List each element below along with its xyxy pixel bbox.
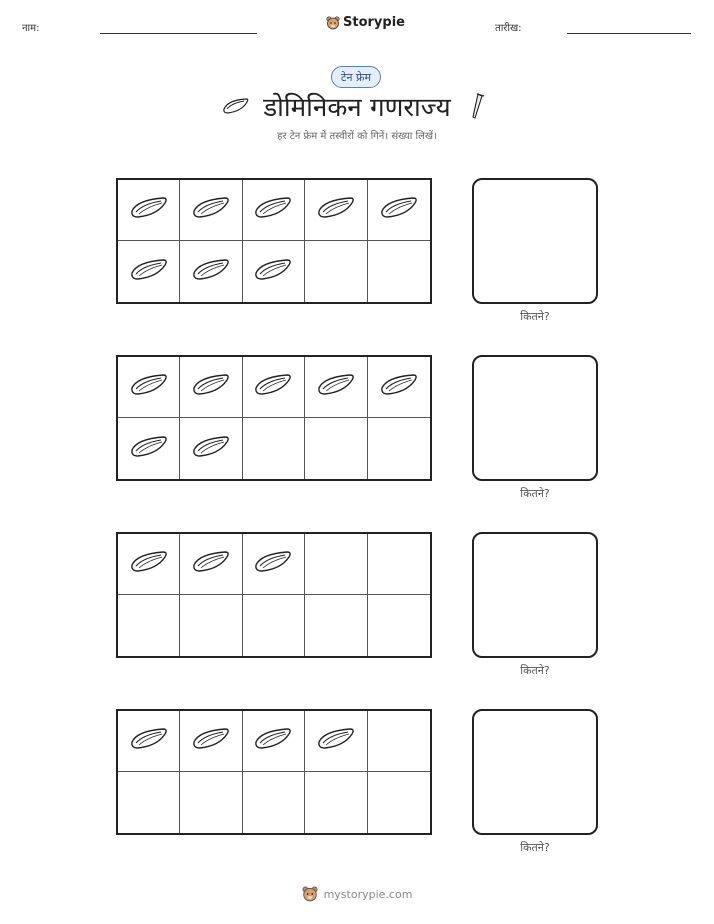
canoe-icon xyxy=(191,256,231,288)
footer xyxy=(0,886,714,902)
ten-frame xyxy=(116,178,432,304)
bear-icon xyxy=(326,16,340,30)
ten-frame-cell xyxy=(118,357,180,418)
ten-frame-cell xyxy=(368,711,430,772)
how-many-label: कितने? xyxy=(520,310,550,323)
ten-frame-cell xyxy=(180,772,242,833)
canoe-icon xyxy=(379,194,419,226)
ten-frame-cell xyxy=(368,180,430,241)
ten-frame-cell xyxy=(305,241,367,302)
ten-frame-cell xyxy=(305,418,367,479)
answer-box[interactable] xyxy=(472,178,598,304)
ten-frame-cell xyxy=(243,772,305,833)
ten-frame-cell xyxy=(180,595,242,656)
ten-frame-cell xyxy=(243,595,305,656)
canoe-icon xyxy=(316,725,356,757)
answer-box[interactable] xyxy=(472,532,598,658)
canoe-icon xyxy=(191,725,231,757)
ten-frame-cell xyxy=(180,534,242,595)
ten-frame-cell xyxy=(243,534,305,595)
ten-frame-cell xyxy=(180,418,242,479)
ten-frame-cell xyxy=(368,418,430,479)
canoe-icon xyxy=(129,256,169,288)
ten-frame-cell xyxy=(305,772,367,833)
ten-frame-cell xyxy=(368,595,430,656)
ten-frame-cell xyxy=(243,241,305,302)
how-many-label: कितने? xyxy=(520,487,550,500)
canoe-icon xyxy=(191,194,231,226)
canoe-icon xyxy=(191,548,231,580)
answer-box[interactable] xyxy=(472,355,598,481)
ten-frame-cell xyxy=(243,357,305,418)
ten-frame-cell xyxy=(180,180,242,241)
ten-frame-cell xyxy=(305,180,367,241)
brand-logo xyxy=(326,15,405,30)
ten-frame-cell xyxy=(305,711,367,772)
ten-frame-cell xyxy=(118,772,180,833)
date-line[interactable] xyxy=(567,33,691,34)
canoe-icon xyxy=(253,256,293,288)
footer-site[interactable]: mystorypie.com xyxy=(323,887,413,901)
ten-frame-cell xyxy=(368,534,430,595)
canoe-icon xyxy=(316,371,356,403)
canoe-icon xyxy=(253,194,293,226)
page-title: डोमिनिकन गणराज्य xyxy=(263,93,451,123)
canoe-icon xyxy=(379,371,419,403)
ten-frame-cell xyxy=(368,357,430,418)
canoe-icon xyxy=(253,548,293,580)
ten-frame-cell xyxy=(118,595,180,656)
ten-frame-cell xyxy=(243,180,305,241)
canoe-icon xyxy=(129,433,169,465)
how-many-label: कितने? xyxy=(520,841,550,854)
canoe-icon xyxy=(129,194,169,226)
ten-frame-cell xyxy=(118,180,180,241)
ten-frame-cell xyxy=(305,534,367,595)
ten-frame-cell xyxy=(305,357,367,418)
ten-frame-cell xyxy=(118,534,180,595)
canoe-icon xyxy=(191,433,231,465)
ten-frame-cell xyxy=(368,772,430,833)
answer-box[interactable] xyxy=(472,709,598,835)
ten-frame xyxy=(116,355,432,481)
canoe-icon xyxy=(129,371,169,403)
brand-name: Storypie xyxy=(343,15,405,30)
canoe-icon xyxy=(191,371,231,403)
canoe-icon xyxy=(129,725,169,757)
ten-frame-cell xyxy=(118,711,180,772)
paddle-icon xyxy=(468,92,488,120)
ten-frame-cell xyxy=(305,595,367,656)
name-label: नाम: xyxy=(22,23,40,34)
ten-frame-cell xyxy=(180,711,242,772)
ten-frame-cell xyxy=(118,418,180,479)
ten-frame-cell xyxy=(368,241,430,302)
canoe-icon xyxy=(253,371,293,403)
date-label: तारीख: xyxy=(495,23,522,34)
name-line[interactable] xyxy=(100,33,257,34)
ten-frame-cell xyxy=(180,241,242,302)
canoe-icon xyxy=(316,194,356,226)
how-many-label: कितने? xyxy=(520,664,550,677)
ten-frame xyxy=(116,709,432,835)
worksheet-type-badge: टेन फ्रेम xyxy=(331,66,381,88)
canoe-icon xyxy=(253,725,293,757)
ten-frame-cell xyxy=(118,241,180,302)
ten-frame xyxy=(116,532,432,658)
ten-frame-cell xyxy=(243,711,305,772)
ten-frame-cell xyxy=(243,418,305,479)
ten-frame-cell xyxy=(180,357,242,418)
instructions: हर टेन फ्रेम में तस्वीरों को गिनें। संख्या लिखें। xyxy=(277,131,437,142)
canoe-icon xyxy=(129,548,169,580)
bear-icon xyxy=(302,886,318,902)
